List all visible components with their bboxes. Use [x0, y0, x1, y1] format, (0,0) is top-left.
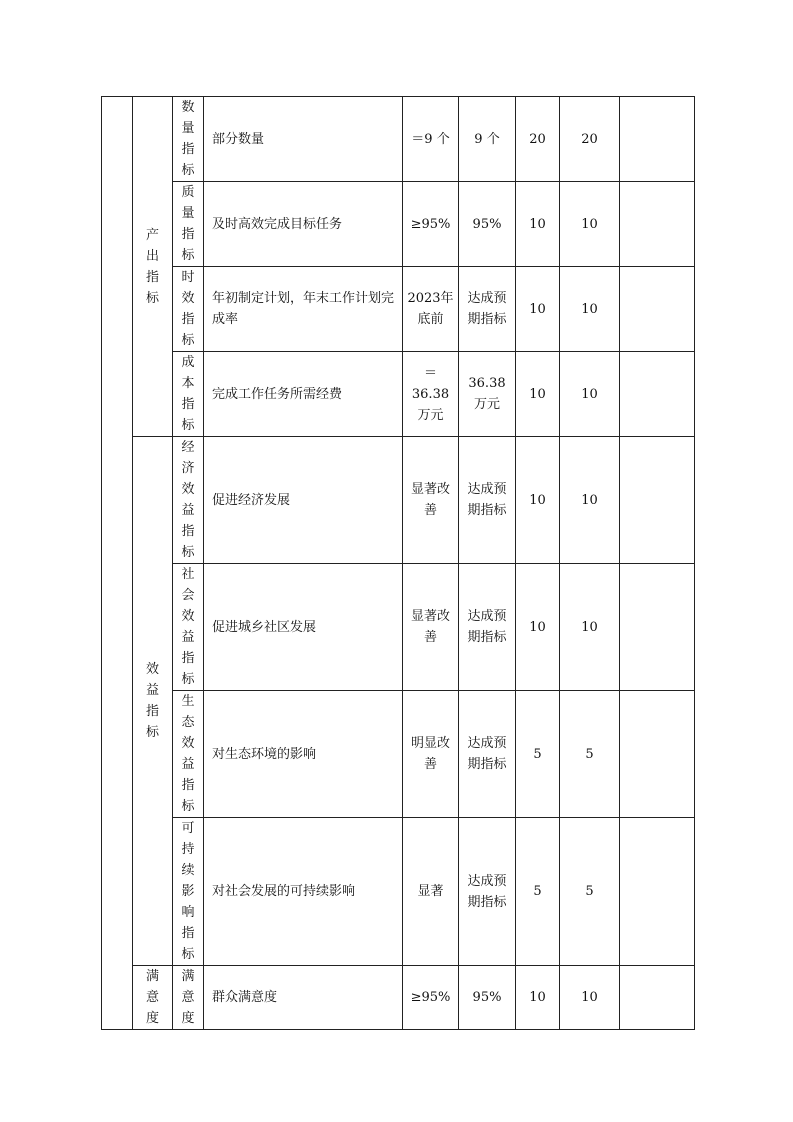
table-row — [102, 182, 695, 267]
indicator-cell: 满意度 — [173, 966, 204, 1030]
score-cell: 10 — [560, 352, 620, 437]
table-row — [102, 966, 695, 1030]
target-cell: 显著 — [403, 818, 459, 966]
note-cell — [620, 182, 695, 267]
item-cell: 年初制定计划，年末工作计划完成率 — [204, 267, 403, 352]
indicator-cell: 经济效益指标 — [173, 437, 204, 564]
group-label-satisfaction: 满意度 — [133, 966, 173, 1030]
item-cell: 群众满意度 — [204, 966, 403, 1030]
note-cell — [620, 691, 695, 818]
note-cell — [620, 97, 695, 182]
score-cell: 10 — [560, 182, 620, 267]
group-label-benefit: 效益指标 — [133, 437, 173, 966]
table-row — [102, 437, 695, 564]
table-row — [102, 97, 695, 182]
weight-cell: 10 — [516, 966, 560, 1030]
target-cell: 显著改善 — [403, 564, 459, 691]
item-cell: 对生态环境的影响 — [204, 691, 403, 818]
target-cell: ＝36.38万元 — [403, 352, 459, 437]
note-cell — [620, 818, 695, 966]
item-cell: 及时高效完成目标任务 — [204, 182, 403, 267]
score-cell: 10 — [560, 966, 620, 1030]
first-level-indicator-cell — [102, 97, 133, 1030]
note-cell — [620, 564, 695, 691]
score-cell: 10 — [560, 437, 620, 564]
target-cell: 2023年底前 — [403, 267, 459, 352]
item-cell: 部分数量 — [204, 97, 403, 182]
actual-cell: 36.38万元 — [459, 352, 516, 437]
weight-cell: 5 — [516, 691, 560, 818]
target-cell: ≥95% — [403, 182, 459, 267]
note-cell — [620, 966, 695, 1030]
indicator-cell: 可持续影响指标 — [173, 818, 204, 966]
score-cell: 20 — [560, 97, 620, 182]
group-label-output: 产出指标 — [133, 97, 173, 437]
note-cell — [620, 352, 695, 437]
actual-cell: 达成预期指标 — [459, 267, 516, 352]
target-cell: ≥95% — [403, 966, 459, 1030]
target-cell: 明显改善 — [403, 691, 459, 818]
actual-cell: 达成预期指标 — [459, 691, 516, 818]
actual-cell: 达成预期指标 — [459, 564, 516, 691]
weight-cell: 10 — [516, 352, 560, 437]
weight-cell: 10 — [516, 437, 560, 564]
performance-indicator-table — [101, 96, 695, 1030]
actual-cell: 9 个 — [459, 97, 516, 182]
score-cell: 5 — [560, 691, 620, 818]
indicator-cell: 生态效益指标 — [173, 691, 204, 818]
indicator-cell: 质量指标 — [173, 182, 204, 267]
table-row — [102, 352, 695, 437]
weight-cell: 10 — [516, 267, 560, 352]
weight-cell: 10 — [516, 182, 560, 267]
indicator-cell: 数量指标 — [173, 97, 204, 182]
actual-cell: 达成预期指标 — [459, 818, 516, 966]
table-row — [102, 267, 695, 352]
item-cell: 促进城乡社区发展 — [204, 564, 403, 691]
weight-cell: 5 — [516, 818, 560, 966]
actual-cell: 达成预期指标 — [459, 437, 516, 564]
weight-cell: 20 — [516, 97, 560, 182]
target-cell: 显著改善 — [403, 437, 459, 564]
target-cell: ＝9 个 — [403, 97, 459, 182]
table-row — [102, 691, 695, 818]
indicator-cell: 时效指标 — [173, 267, 204, 352]
score-cell: 5 — [560, 818, 620, 966]
table-row — [102, 564, 695, 691]
item-cell: 促进经济发展 — [204, 437, 403, 564]
indicator-cell: 社会效益指标 — [173, 564, 204, 691]
score-cell: 10 — [560, 267, 620, 352]
indicator-cell: 成本指标 — [173, 352, 204, 437]
score-cell: 10 — [560, 564, 620, 691]
item-cell: 对社会发展的可持续影响 — [204, 818, 403, 966]
note-cell — [620, 437, 695, 564]
table-row — [102, 818, 695, 966]
item-cell: 完成工作任务所需经费 — [204, 352, 403, 437]
weight-cell: 10 — [516, 564, 560, 691]
note-cell — [620, 267, 695, 352]
actual-cell: 95% — [459, 182, 516, 267]
actual-cell: 95% — [459, 966, 516, 1030]
